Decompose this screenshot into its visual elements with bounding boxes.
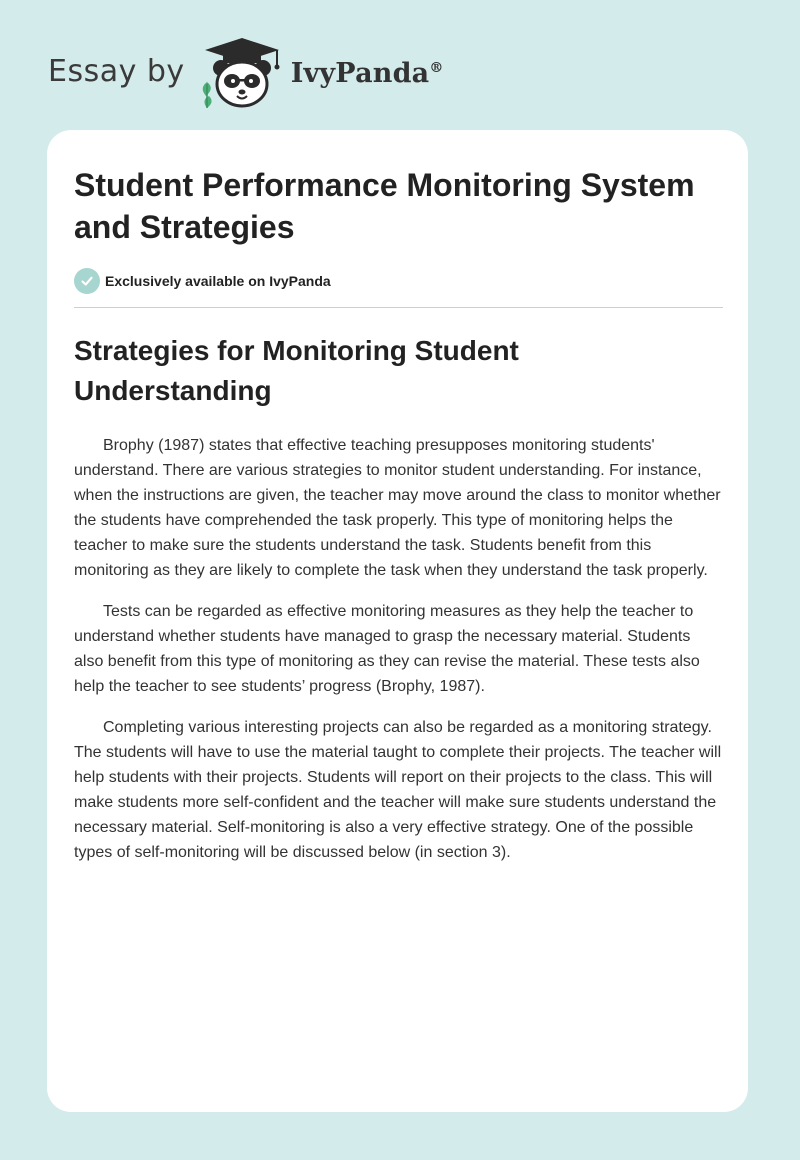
essay-by-label: Essay by bbox=[48, 53, 185, 89]
paragraph-1: Brophy (1987) states that effective teaching presupposes monitoring students' understand. There are various strategies to monitor student understanding. For instance, when the instructions are given, the teacher may move around the class to monitor whether the students have comprehended the task properly. This type of monitoring helps the teacher to make sure the students understand the task. Students benefit from this monitoring as they are likely to complete the task when they understand the task properly. bbox=[74, 437, 721, 579]
exclusive-label: Exclusively available on IvyPanda bbox=[105, 273, 331, 289]
paragraph-3: Completing various interesting projects can also be regarded as a monitoring strategy. The students will have to use the material taught to complete their projects. The teacher will help students with their projects. Students will report on their projects to the class. This will make students more self-confident and the teacher will make sure students understand the necessary material. Self-monitoring is also a very effective strategy. One of the possible types of self-monitoring will be discussed below (in section 3). bbox=[74, 719, 722, 861]
site-header bbox=[48, 36, 444, 110]
article-card bbox=[47, 130, 748, 1112]
check-icon bbox=[74, 268, 100, 294]
panda-logo-icon[interactable] bbox=[197, 36, 287, 110]
registered-mark: ® bbox=[429, 59, 444, 76]
paragraph-2: Tests can be regarded as effective monitoring measures as they help the teacher to understand whether students have managed to grasp the necessary material. Students also benefit from this type of monitoring as they can revise the material. These tests also help the teacher to see students’ progress (Brophy, 1987). bbox=[74, 603, 700, 695]
divider bbox=[74, 307, 723, 308]
exclusive-badge bbox=[74, 268, 722, 294]
brand-name[interactable]: IvyPanda® bbox=[290, 57, 444, 89]
page-title: Student Performance Monitoring System and Strategies bbox=[74, 167, 695, 245]
section-title: Strategies for Monitoring Student Understanding bbox=[74, 335, 519, 406]
